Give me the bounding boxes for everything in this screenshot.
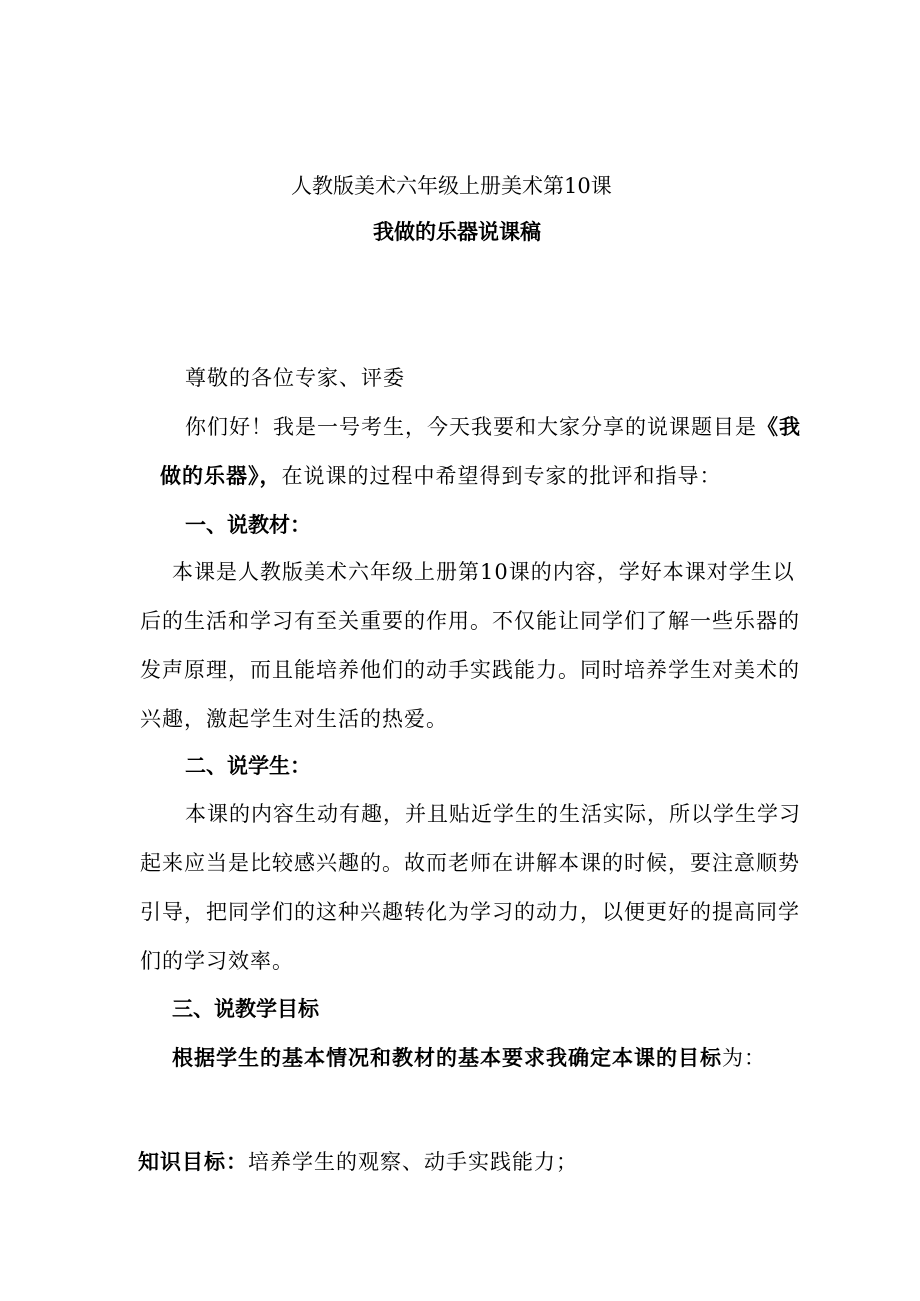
section3-intro-end: 为： <box>722 1046 766 1070</box>
lesson-topic-open: 《我 <box>757 414 801 439</box>
section1-line: 后的生活和学习有至关重要的作用。不仅能让同学们了解一些乐器的 <box>140 609 800 633</box>
section3-heading: 三、说教学目标 <box>172 996 319 1021</box>
section3-intro-bold: 根据学生的基本情况和教材的基本要求我确定本课的目标 <box>172 1045 722 1070</box>
section1-line: 兴趣，激起学生对生活的热爱。 <box>140 707 448 731</box>
section2-line: 起来应当是比较感兴趣的。故而老师在讲解本课的时候，要注意顺势 <box>140 851 800 875</box>
page-title-line1: 人教版美术六年级上册美术第10课 <box>291 174 612 198</box>
section2-line: 本课的内容生动有趣，并且贴近学生的生活实际，所以学生学习 <box>185 802 801 826</box>
knowledge-goal-text: 培养学生的观察、动手实践能力； <box>248 1150 578 1174</box>
section2-heading: 二、说学生： <box>185 753 311 778</box>
section3-intro <box>172 1042 766 1072</box>
intro-text: 你们好！我是一号考生，今天我要和大家分享的说课题目是 <box>185 415 757 439</box>
section1-line: 发声原理，而且能培养他们的动手实践能力。同时培养学生对美术的 <box>140 658 800 682</box>
knowledge-goal-label: 知识目标： <box>138 1149 248 1174</box>
section1-heading: 一、说教材： <box>185 512 311 537</box>
page-title-line2: 我做的乐器说课稿 <box>373 219 541 244</box>
lesson-topic-close: 做的乐器》， <box>160 463 282 488</box>
intro-line2 <box>160 460 722 490</box>
section2-line: 引导，把同学们的这种兴趣转化为学习的动力，以便更好的提高同学 <box>140 900 800 924</box>
section2-line: 们的学习效率。 <box>140 949 294 973</box>
section1-line: 本课是人教版美术六年级上册第10课的内容，学好本课对学生以 <box>172 560 795 584</box>
greeting: 尊敬的各位专家、评委 <box>185 366 405 390</box>
intro-text-2: 在说课的过程中希望得到专家的批评和指导： <box>281 464 722 488</box>
intro-line1 <box>185 411 801 441</box>
knowledge-goal <box>138 1146 578 1176</box>
